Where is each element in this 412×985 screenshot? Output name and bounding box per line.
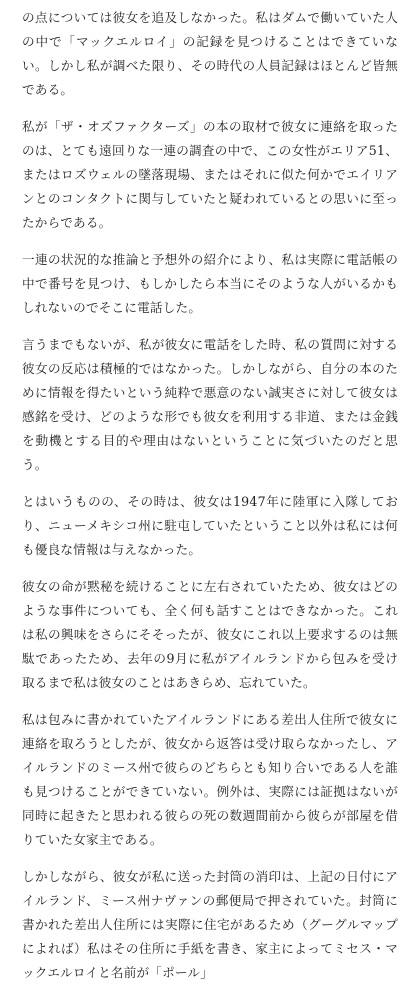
paragraph-5: とはいうものの、その時は、彼女は1947年に陸軍に入隊しており、ニューメキシコ州に駐屯していたということ以外は私には何も優良な情報は与えなかった。 <box>22 494 398 557</box>
paragraph-7: 私は包みに書かれていたアイルランドにある差出人住所で彼女に連絡を取ろうとしたが、彼女から返答は受け取らなかったし、アイルランドのミース州で彼らのどちらとも知り合いである人を誰も見つけることができていない。例外は、実際には証拠はないが同時に起きたと思われる彼らの死の数週間前から彼らが部屋を借りていた女家主である。 <box>22 712 398 847</box>
paragraph-2: 私が「ザ・オズファクターズ」の本の取材で彼女に連絡を取ったのは、とても遠回りな一連の調査の中で、この女性がエリア51、またはロズウェルの墜落現場、またはそれに似た何かでエイリアンとのコンタクトに関与していたと疑われているとの思いに至ったからである。 <box>22 119 398 230</box>
paragraph-1: の点については彼女を追及しなかった。私はダムで働いていた人の中で「マックエルロイ」の記録を見つけることはできていない。しかし私が調べた限り、その時代の人員記録はほとんど皆無である。 <box>22 10 398 97</box>
paragraph-3: 一連の状況的な推論と予想外の紹介により、私は実際に電話帳の中で番号を見つけ、もしかしたら本当にそのような人がいるかもしれないのでそこに電話した。 <box>22 252 398 315</box>
paragraph-4: 言うまでもないが、私が彼女に電話をした時、私の質問に対する彼女の反応は積極的ではなかった。しかしながら、自分の本のために情報を得たいという純粋で悪意のない誠実さに対して彼女は感銘を受け、どのような形でも彼女を利用する非道、または金銭を動機とする目的や理由はないということに気づいたのだと思う。 <box>22 337 398 472</box>
paragraph-6: 彼女の命が黙秘を続けることに左右されていたため、彼女はどのような事件についても、全く何も話すことはできなかった。これは私の興味をさらにそそったが、彼女にこれ以上要求するのは無駄であったため、去年の9月に私がアイルランドから包みを受け取るまで私は彼女のことはあきらめ、忘れていた。 <box>22 579 398 690</box>
paragraph-8: しかしながら、彼女が私に送った封筒の消印は、上記の日付にアイルランド、ミース州ナヴァンの郵便局で押されていた。封筒に書かれた差出人住所には実際に住宅があるため（グーグルマップによれば）私はその住所に手紙を書き、家主によってミセス・マックエルロイと名前が「ポール」 <box>22 869 398 980</box>
